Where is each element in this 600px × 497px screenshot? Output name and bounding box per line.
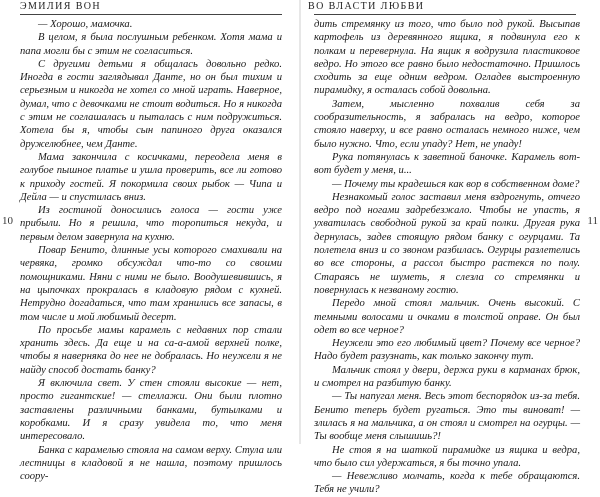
paragraph: Не стоя я на шаткой пирамидке из ящика и ведра, что было сил удержаться, я бы точно упала.: [314, 444, 580, 469]
paragraph: Я включила свет. У стен стояли высокие — нет, просто гигантские! — стеллажи. Они были плотно заставлены различными банками, бутылками и коробками. И я сразу увидела то, что меня интересовало.: [20, 378, 282, 443]
paragraph: Из гостиной доносились голоса — гости уже прибыли. Но я решила, что торопиться некуда, и первым делом завернула на кухню.: [20, 205, 282, 243]
paragraph: — Невежливо молчать, когда к тебе обращаются. Тебя не учили?: [314, 471, 580, 496]
right-page-number: 11: [587, 215, 598, 227]
left-page: [0, 0, 300, 483]
left-page-header: ЭМИЛИЯ ВОН: [20, 1, 102, 12]
paragraph: Рука потянулась к заветной баночке. Карамель вот-вот будет у меня, и...: [314, 151, 580, 177]
paragraph: Затем, мысленно похвалив себя за сообразительность, я забралась на ведро, которое стояло наверху, и все равно осталась немного ниже, чем было нужно. Что, если упаду? Нет, не упаду!: [314, 98, 580, 150]
left-page-body: [20, 18, 282, 483]
paragraph: Мальчик стоял у двери, держа руки в карманах брюк, и смотрел на разбитую банку.: [314, 364, 580, 390]
paragraph: — Хорошо, мамочка.: [38, 19, 133, 30]
paragraph: Банка с карамелью стояла на самом верху. Стула или лестницы в кладовой я не нашла, поэтому пришлось соору-: [20, 444, 282, 483]
right-header-rule: [314, 14, 576, 15]
paragraph: — Ты напугал меня. Весь этот беспорядок из-за тебя. Бенито теперь будет ругаться. Это ты виноват! — злилась я на мальчика, а он стоял и смотрел на огурцы. — Ты вообще меня слышишь?!: [314, 391, 580, 443]
paragraph: Повар Бенито, длинные усы которого смахивали на червяка, громко обсуждал что-то со своими помощниками. Няни с ними не было. Воодушевившись, я на цыпочках прокралась в кладовую рядом с кухней. Нетрудно догадаться, что там хранились все запасы, в том числе и мой любимый десерт.: [20, 245, 282, 323]
paragraph: По просьбе мамы карамель с недавних пор стали хранить здесь. Да еще и на са-а-амой верхней полке, чтобы я наверняка до нее не добралась. Но неужели я не найду способ достать банку?: [20, 324, 282, 376]
right-page-header: ВО ВЛАСТИ ЛЮБВИ: [308, 1, 425, 12]
paragraph: С другими детьми я общалась довольно редко. Иногда в гости заглядывал Данте, но он был тихим и серьезным и никогда не хотел со мной играть. Наверное, думал, что с девочками не стоит водиться. Но я никогда с этим не соглашалась и пыталась с ним подружиться. Хотела бы я, чтобы сын папиного друга оказался дружелюбнее, чем Данте.: [20, 58, 282, 150]
left-header-rule: [20, 14, 282, 15]
paragraph: — Почему ты крадешься как вор в собственном доме?: [332, 178, 580, 190]
paragraph: дить стремянку из того, что было под рукой. Высыпав картофель из деревянного ящика, я подвинула его к полкам и перевернула. На ящик я водрузила пластиковое ведро. Но этого все равно было недостаточно. Пришлось сходить за еще одним ведром. Огладев выстроенную пирамидку, я осталась собой довольна.: [314, 19, 580, 97]
paragraph: Передо мной стоял мальчик. Очень высокий. С темными волосами и очками в толстой оправе. Он был одет во все черное?: [314, 298, 580, 336]
paragraph: Мама закончила с косичками, переодела меня в голубое пышное платье и ушла проверить, все ли готово к приходу гостей. Я покормила своих рыбок — Чипа и Дейла — и спустилась вниз.: [20, 151, 282, 203]
left-page-number: 10: [2, 215, 13, 227]
right-page: [300, 0, 600, 496]
paragraph: Незнакомый голос заставил меня вздрогнуть, отчего ведро под ногами задребезжало. Чтобы не упасть, я ухватилась свободной рукой за край полки. Другая рука дернулась, задев стоящую рядом банку с огурцами. Та полетела вниз и со звоном разбилась. Огурцы разлетелись во все стороны, а рассол быстро растекся по полу. Стараясь не шуметь, я слезла со стремянки и повернулась к незваному гостю.: [314, 191, 580, 296]
paragraph: В целом, я была послушным ребенком. Хотя мама и папа могли бы с этим не согласиться.: [20, 32, 282, 57]
paragraph: Неужели это его любимый цвет? Почему все черное? Надо будет разузнать, как только закончу тут.: [314, 338, 580, 363]
right-page-body: [314, 18, 580, 497]
